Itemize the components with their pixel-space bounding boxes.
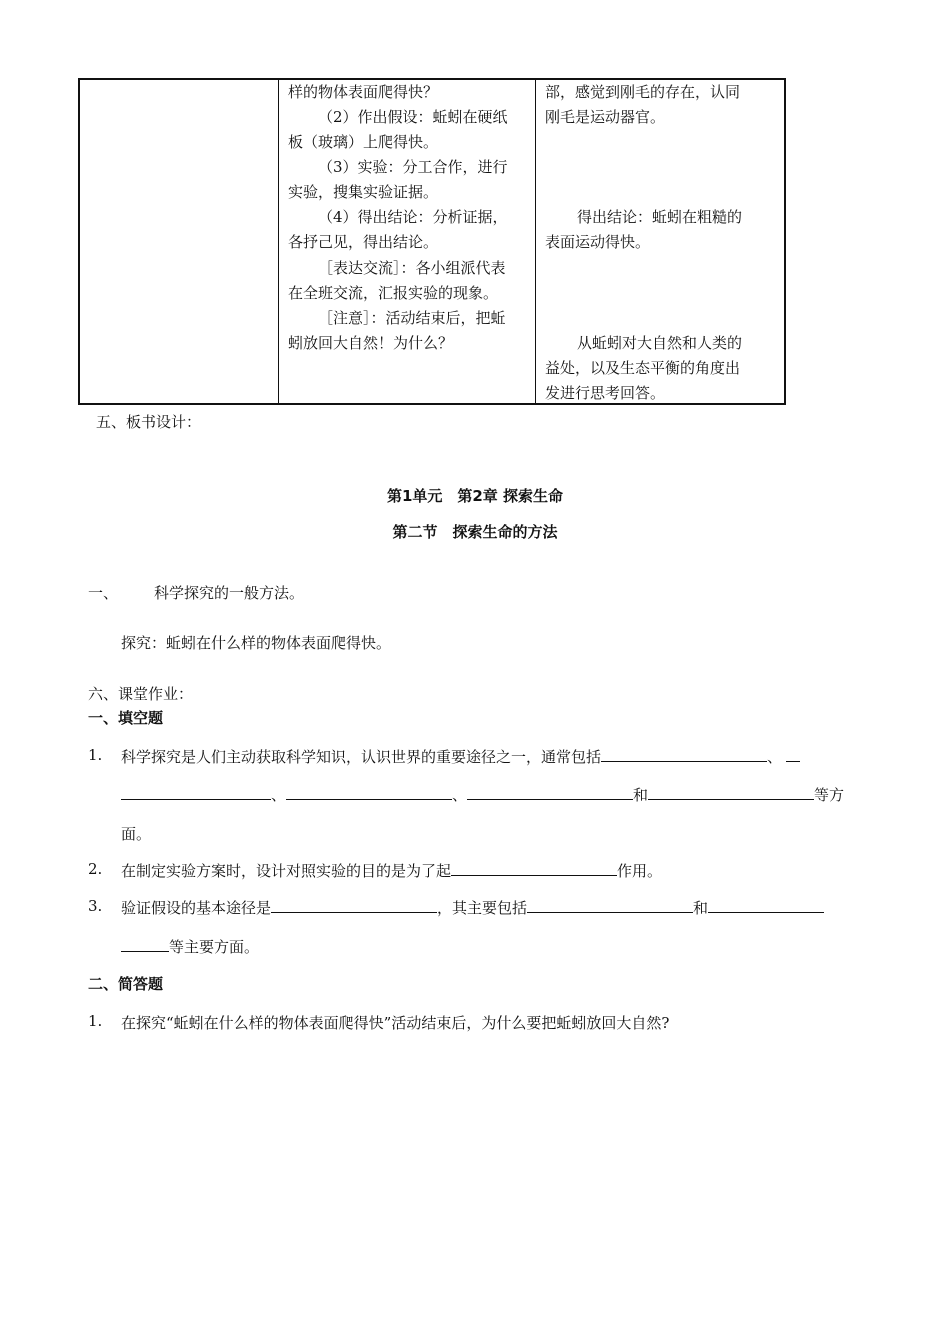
table-line: 各抒己见，得出结论。: [288, 233, 439, 251]
answer-blank[interactable]: [286, 785, 452, 800]
question-number: 3.: [88, 897, 103, 915]
question-number: 2.: [88, 860, 103, 878]
table-line: 样的物体表面爬得快？: [288, 83, 439, 101]
table-line: 蚓放回大自然！为什么？: [288, 334, 454, 352]
table-line: 板（玻璃）上爬得快。: [288, 133, 439, 151]
answer-blank[interactable]: [527, 898, 693, 913]
answer-blank[interactable]: [786, 747, 800, 762]
unit-title: 第1单元 第2章 探索生命: [386, 487, 564, 505]
separator: 、: [271, 786, 287, 804]
separator: 、: [767, 748, 783, 766]
section-title: 第二节 探索生命的方法: [392, 523, 558, 541]
table-line: 实验，搜集实验证据。: [288, 183, 439, 201]
table-line: （4）得出结论：分析证据，: [318, 208, 508, 226]
question-number: 1.: [88, 746, 103, 764]
question-2-tail: 作用。: [617, 862, 663, 880]
table-line: 益处，以及生态平衡的角度出: [545, 359, 741, 377]
table-divider: [535, 80, 536, 403]
question-3-tail: 等主要方面。: [169, 938, 260, 956]
inquiry-text: 探究：蚯蚓在什么样的物体表面爬得快。: [121, 634, 392, 652]
conjunction: 和: [633, 786, 649, 804]
conjunction: 和: [693, 899, 709, 917]
table-line: 发进行思考回答。: [545, 384, 666, 402]
table-line: 得出结论：蚯蚓在粗糙的: [577, 208, 743, 226]
table-line: 部，感觉到刚毛的存在，认同: [545, 83, 741, 101]
separator: 、: [452, 786, 468, 804]
table-line: （3）实验：分工合作，进行: [318, 158, 508, 176]
table-line: 刚毛是运动器官。: [545, 108, 666, 126]
table-line: 表面运动得快。: [545, 233, 651, 251]
question-1-line-2: [121, 784, 844, 805]
answer-blank[interactable]: [271, 898, 437, 913]
answer-blank[interactable]: [601, 747, 767, 762]
fill-in-heading: 一、填空题: [88, 709, 164, 727]
question-1-text: 科学探究是人们主动获取科学知识，认识世界的重要途径之一，通常包括: [121, 748, 602, 766]
answer-blank[interactable]: [451, 861, 617, 876]
table-line: ［表达交流］：各小组派代表: [318, 259, 506, 277]
item-one-number: 一、: [88, 584, 119, 602]
question-number: 1.: [88, 1012, 103, 1030]
answer-blank[interactable]: [121, 785, 271, 800]
table-divider: [278, 80, 279, 403]
question-3-line-2: [121, 936, 259, 957]
answer-blank[interactable]: [467, 785, 633, 800]
table-line: 从蚯蚓对大自然和人类的: [577, 334, 743, 352]
short-answer-heading: 二、简答题: [88, 975, 164, 993]
question-2: [121, 860, 662, 881]
question-3-text: 验证假设的基本途径是: [121, 899, 272, 917]
answer-blank[interactable]: [121, 937, 169, 952]
question-3-mid: ，其主要包括: [437, 899, 528, 917]
table-line: 在全班交流，汇报实验的现象。: [288, 284, 499, 302]
question-3-line-1: [121, 897, 824, 918]
question-1-line-3: 面。: [121, 825, 152, 843]
board-design-label: 五、板书设计：: [96, 413, 202, 431]
table-line: ［注意］：活动结束后，把蚯: [318, 309, 506, 327]
question-2-text: 在制定实验方案时，设计对照实验的目的是为了起: [121, 862, 452, 880]
question-1-line-1: [121, 746, 800, 767]
table-line: （2）作出假设：蚯蚓在硬纸: [318, 108, 508, 126]
item-one-text: 科学探究的一般方法。: [154, 584, 305, 602]
answer-blank[interactable]: [648, 785, 814, 800]
homework-label: 六、课堂作业：: [88, 685, 194, 703]
short-answer-question-1: 在探究“蚯蚓在什么样的物体表面爬得快”活动结束后，为什么要把蚯蚓放回大自然?: [121, 1014, 670, 1032]
question-1-tail: 等方: [814, 786, 845, 804]
answer-blank[interactable]: [708, 898, 824, 913]
